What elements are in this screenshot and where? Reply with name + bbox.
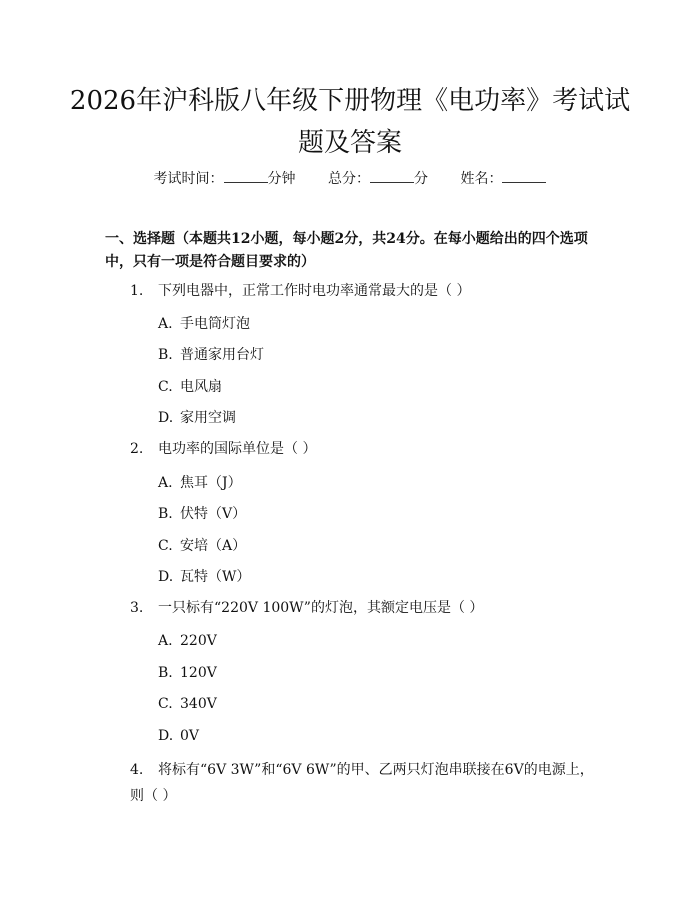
section-heading-choice: 一、选择题（本题共12小题，每小题2分，共24分。在每小题给出的四个选项中，只有一项是符合题目要求的）: [105, 231, 588, 270]
option-label: B.: [158, 347, 173, 363]
student-name-blank: [502, 170, 546, 183]
question-1: [130, 278, 600, 304]
student-name-label: 姓名：: [460, 171, 503, 187]
option-text: 普通家用台灯: [180, 347, 264, 363]
total-score-blank: [370, 170, 414, 183]
question-text: 将标有“6V 3W”和“6V 6W”的甲、乙两只灯泡串联接在6V的电源上，则（ ）: [130, 762, 594, 804]
question-number: 3.: [130, 600, 144, 616]
option-2d: [158, 567, 250, 587]
question-number: 4.: [130, 762, 144, 778]
option-label: D.: [158, 728, 174, 744]
option-text: 0V: [180, 728, 200, 744]
question-4: [130, 757, 600, 809]
option-label: A.: [158, 633, 173, 649]
option-text: 340V: [180, 696, 217, 712]
exam-time-unit: 分钟: [267, 171, 296, 187]
option-text: 家用空调: [180, 410, 236, 426]
question-text: 一只标有“220V 100W”的灯泡，其额定电压是（ ）: [158, 600, 484, 616]
option-label: A.: [158, 316, 173, 332]
option-text: 220V: [180, 633, 217, 649]
option-label: C.: [158, 538, 173, 554]
option-text: 瓦特（W）: [180, 569, 251, 585]
option-text: 焦耳（J）: [180, 475, 242, 491]
option-label: D.: [158, 569, 174, 585]
exam-time-label: 考试时间：: [153, 171, 224, 187]
option-2c: [158, 536, 246, 556]
option-text: 手电筒灯泡: [180, 316, 250, 332]
option-1b: [158, 345, 264, 365]
total-score-label: 总分：: [328, 171, 370, 187]
question-text: 下列电器中，正常工作时电功率通常最大的是（ ）: [158, 283, 471, 299]
total-score: [328, 171, 432, 187]
question-3: [130, 595, 600, 621]
question-2: [130, 436, 600, 462]
option-1a: [158, 314, 250, 334]
option-1c: [158, 377, 222, 397]
question-number: 1.: [130, 283, 144, 299]
option-text: 120V: [180, 665, 217, 681]
option-label: C.: [158, 696, 173, 712]
option-3d: [158, 726, 199, 746]
option-label: B.: [158, 506, 173, 522]
option-3a: [158, 631, 217, 651]
exam-time-blank: [224, 170, 268, 183]
option-2a: [158, 473, 242, 493]
option-label: B.: [158, 665, 173, 681]
exam-time: [154, 171, 300, 187]
option-label: C.: [158, 379, 173, 395]
option-2b: [158, 504, 246, 524]
document-title: 2026年沪科版八年级下册物理《电功率》考试试题及答案: [69, 86, 631, 158]
option-1d: [158, 408, 236, 428]
option-label: A.: [158, 475, 173, 491]
option-3c: [158, 694, 217, 714]
total-score-unit: 分: [414, 171, 428, 187]
option-text: 安培（A）: [180, 538, 247, 554]
student-name: [460, 171, 546, 187]
option-text: 电风扇: [180, 379, 222, 395]
option-text: 伏特（V）: [180, 506, 247, 522]
exam-info-line: [0, 168, 700, 188]
option-3b: [158, 663, 217, 683]
question-number: 2.: [130, 441, 144, 457]
option-label: D.: [158, 410, 174, 426]
question-text: 电功率的国际单位是（ ）: [158, 441, 317, 457]
